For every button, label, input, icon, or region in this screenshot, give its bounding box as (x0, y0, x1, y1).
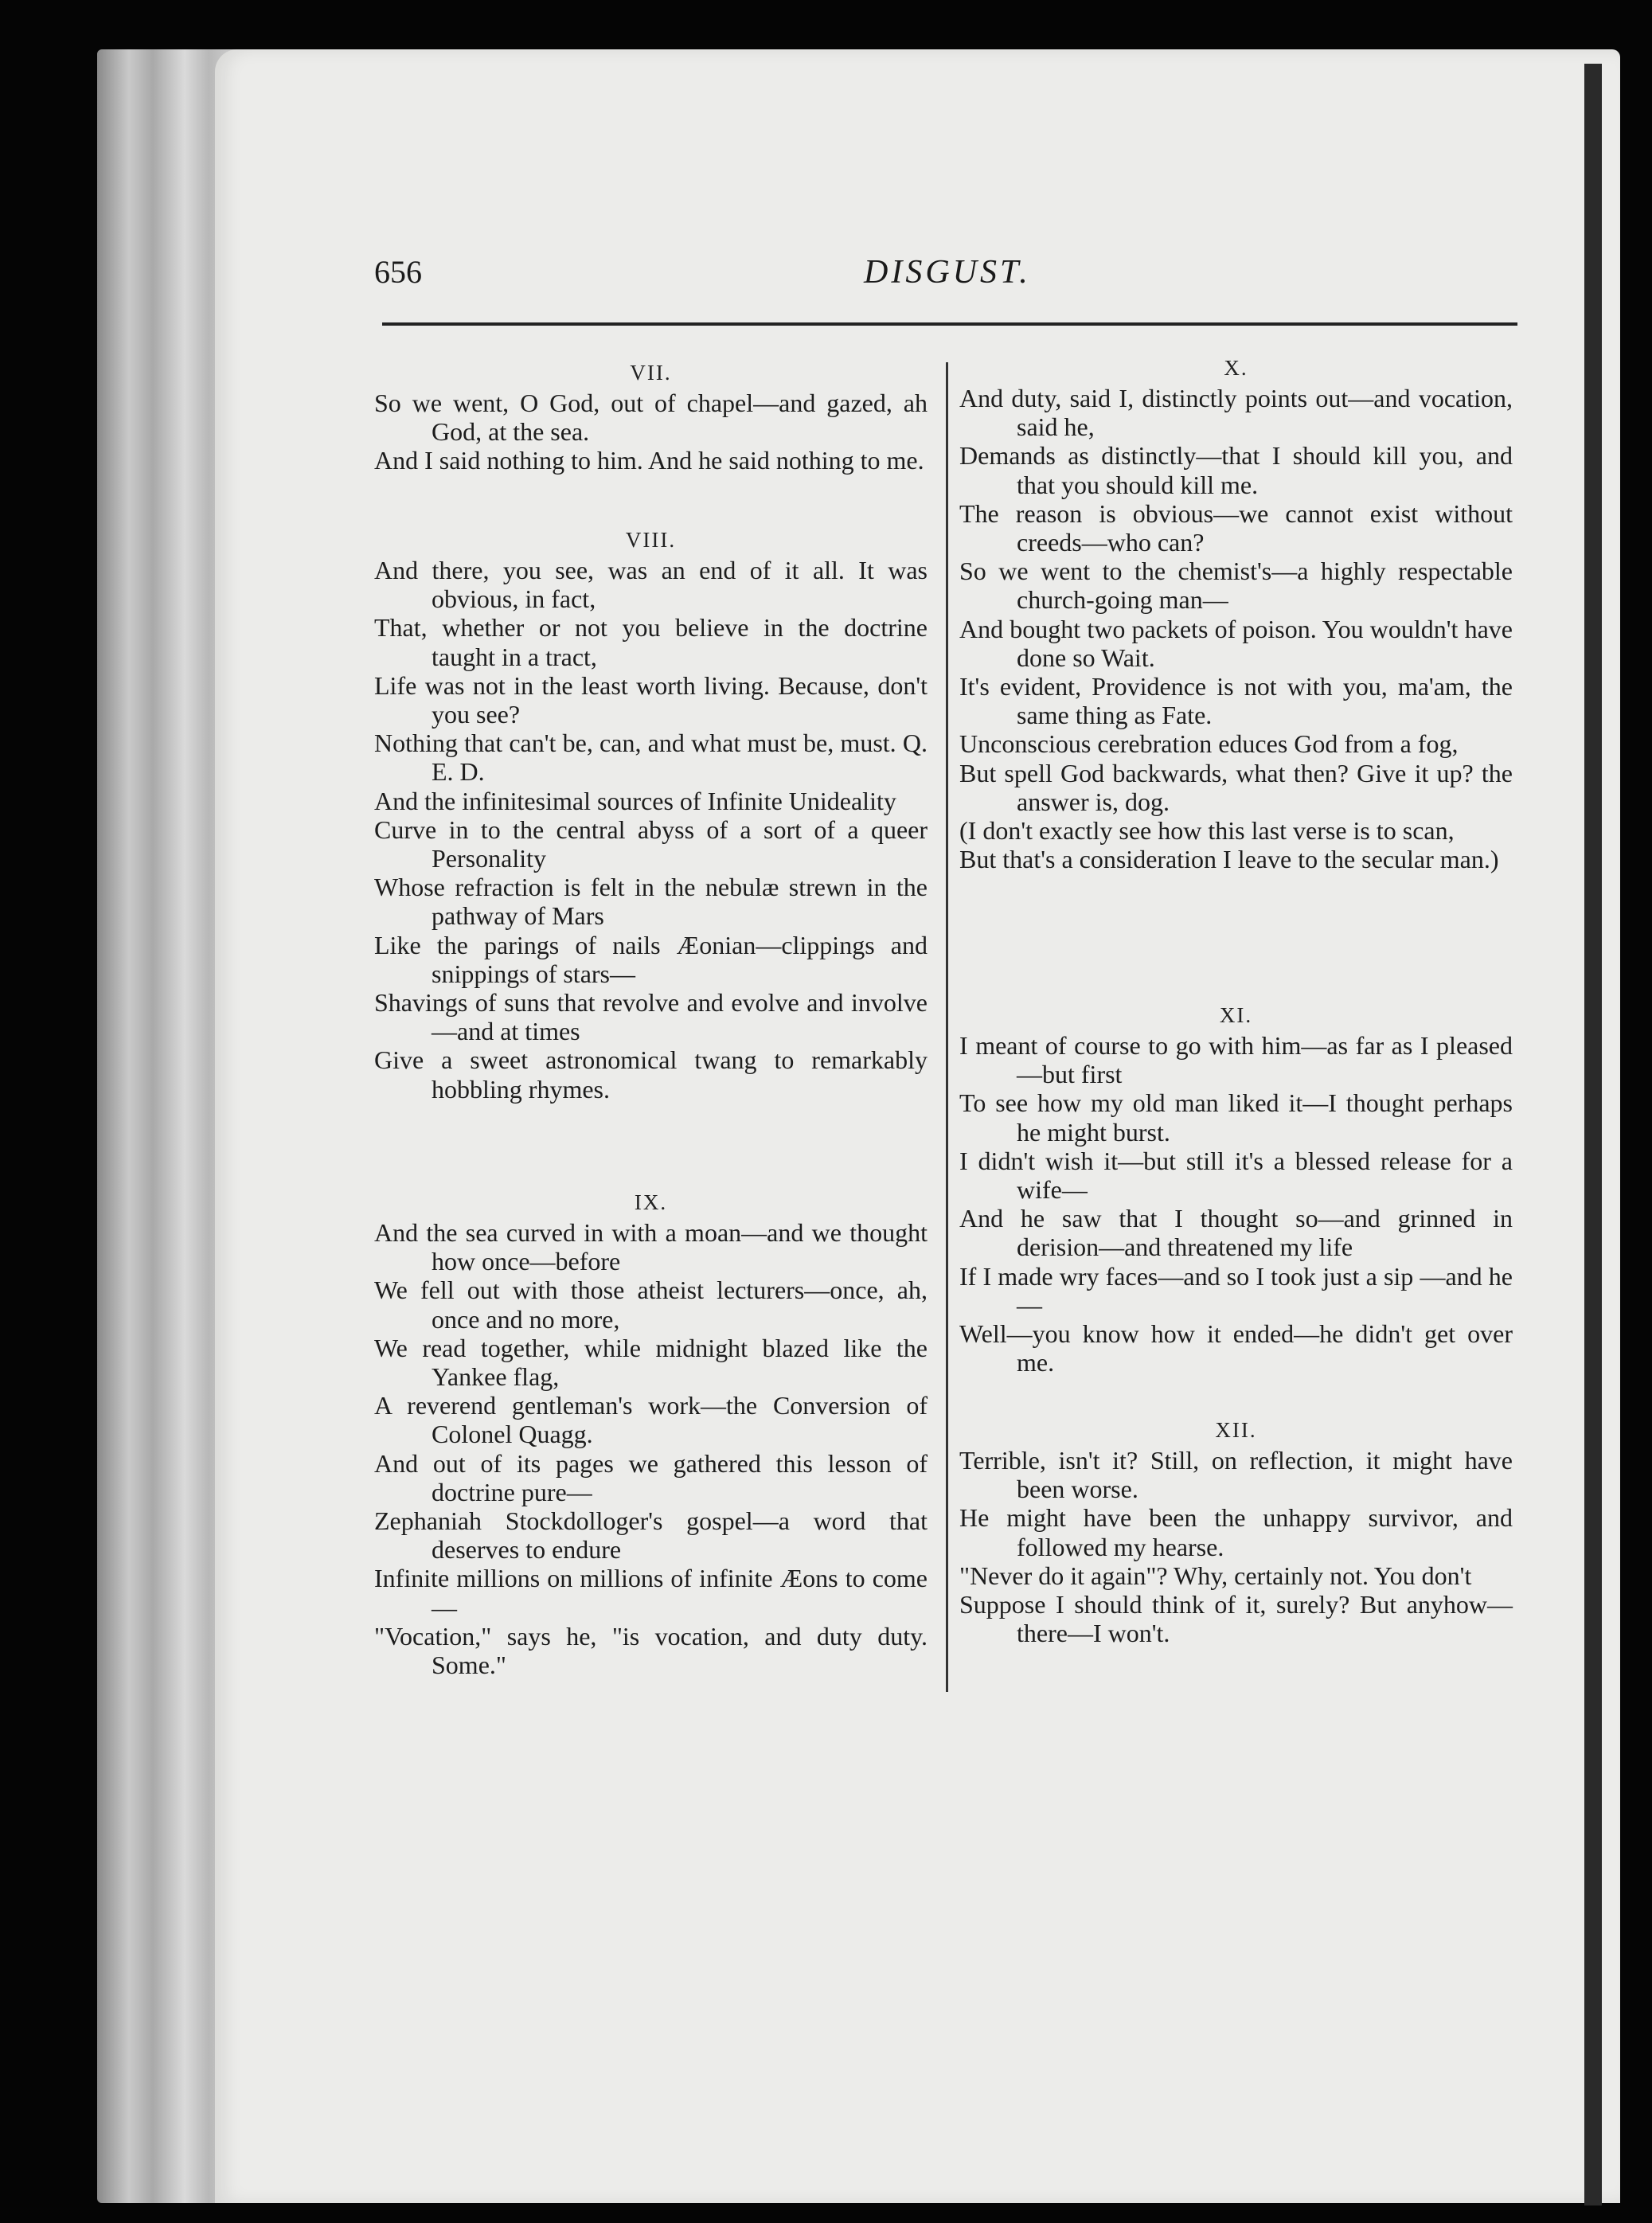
verse-line: So we went, O God, out of chapel—and gazed, ah God, at the sea. (374, 389, 928, 447)
verse-line: And I said nothing to him. And he said nothing to me. (374, 446, 924, 475)
verse-line: I meant of course to go with him—as far as I pleased—but first (959, 1031, 1513, 1089)
verse-line: "Vocation," says he, "is vocation, and duty duty. Some." (374, 1621, 928, 1680)
verse-line: So we went to the chemist's—a highly respectable church-going man— (959, 557, 1513, 615)
verse-line: Terrible, isn't it? Still, on reflection, it might have been worse. (959, 1446, 1513, 1504)
running-title: DISGUST. (864, 254, 1031, 291)
verse-line: And the infinitesimal sources of Infinite Unideality (374, 786, 896, 815)
verse-line: (I don't exactly see how this last verse is to scan, (959, 816, 1455, 846)
verse-line: And the sea curved in with a moan—and we thought how once—before (374, 1218, 928, 1276)
verse-line: And bought two packets of poison. You wouldn't have done so Wait. (959, 614, 1513, 672)
header-rule (382, 322, 1517, 326)
verse-line: The reason is obvious—we cannot exist without creeds—who can? (959, 498, 1513, 557)
verse-line: That, whether or not you believe in the doctrine taught in a tract, (374, 613, 928, 671)
verse-line: Suppose I should think of it, surely? But anyhow—there—I won't. (959, 1590, 1513, 1648)
verse-line: Like the parings of nails Æonian—clippings and snippings of stars— (374, 930, 928, 988)
verse-line: And duty, said I, distinctly points out—and vocation, said he, (959, 384, 1513, 442)
verse-line: Infinite millions on millions of infinite Æons to come— (374, 1564, 928, 1622)
verse-line: Shavings of suns that revolve and evolve and involve—and at times (374, 988, 928, 1046)
verse-line: Unconscious cerebration educes God from a fog, (959, 729, 1459, 759)
page-number: 656 (374, 254, 422, 290)
column-divider (946, 362, 948, 1692)
stanza-xii (959, 1414, 1513, 1647)
verse-line: We fell out with those atheist lecturers—once, ah, once and no more, (374, 1276, 928, 1334)
verse-line: It's evident, Providence is not with you, ma'am, the same thing as Fate. (959, 672, 1513, 730)
verse-line: I didn't wish it—but still it's a blessed release for a wife— (959, 1146, 1513, 1205)
verse-line: Zephaniah Stockdolloger's gospel—a word that deserves to endure (374, 1506, 928, 1565)
stanza-numeral: VIII. (625, 528, 677, 552)
verse-line: We read together, while midnight blazed like the Yankee flag, (374, 1333, 928, 1392)
stanza-numeral: VII. (630, 361, 672, 385)
stanza-xi (959, 999, 1513, 1377)
stanza-viii (374, 524, 928, 1104)
stanza-numeral: X. (1224, 356, 1248, 380)
verse-line: He might have been the unhappy survivor, and followed my hearse. (959, 1503, 1513, 1561)
stanza-x (959, 352, 1513, 873)
verse-line: Curve in to the central abyss of a sort of a queer Personality (374, 815, 928, 873)
verse-line: And he saw that I thought so—and grinned in derision—and threatened my life (959, 1204, 1513, 1262)
verse-line: But spell God backwards, what then? Give it up? the answer is, dog. (959, 758, 1513, 816)
verse-line: Life was not in the least worth living. Because, don't you see? (374, 670, 928, 729)
stanza-vii (374, 357, 928, 475)
stanza-numeral: XII. (1215, 1418, 1257, 1442)
verse-line: But that's a consideration I leave to the secular man.) (959, 845, 1499, 874)
verse-line: Whose refraction is felt in the nebulæ strewn in the pathway of Mars (374, 873, 928, 931)
book-gutter-shadow (1584, 64, 1602, 2205)
verse-line: "Never do it again"? Why, certainly not. You don't (959, 1561, 1472, 1590)
verse-line: A reverend gentleman's work—the Conversion of Colonel Quagg. (374, 1391, 928, 1449)
verse-line: Nothing that can't be, can, and what must be, must. Q. E. D. (374, 729, 928, 787)
verse-line: And there, you see, was an end of it all. It was obvious, in fact, (374, 556, 928, 614)
verse-line: Give a sweet astronomical twang to remarkably hobbling rhymes. (374, 1045, 928, 1104)
verse-line: If I made wry faces—and so I took just a sip —and he— (959, 1261, 1513, 1319)
verse-line: To see how my old man liked it—I thought perhaps he might burst. (959, 1088, 1513, 1147)
verse-line: Well—you know how it ended—he didn't get over me. (959, 1319, 1513, 1377)
verse-line: And out of its pages we gathered this lesson of doctrine pure— (374, 1448, 928, 1506)
stanza-ix (374, 1186, 928, 1679)
stanza-numeral: IX. (634, 1190, 668, 1214)
stanza-numeral: XI. (1219, 1003, 1253, 1027)
verse-line: Demands as distinctly—that I should kill you, and that you should kill me. (959, 441, 1513, 499)
